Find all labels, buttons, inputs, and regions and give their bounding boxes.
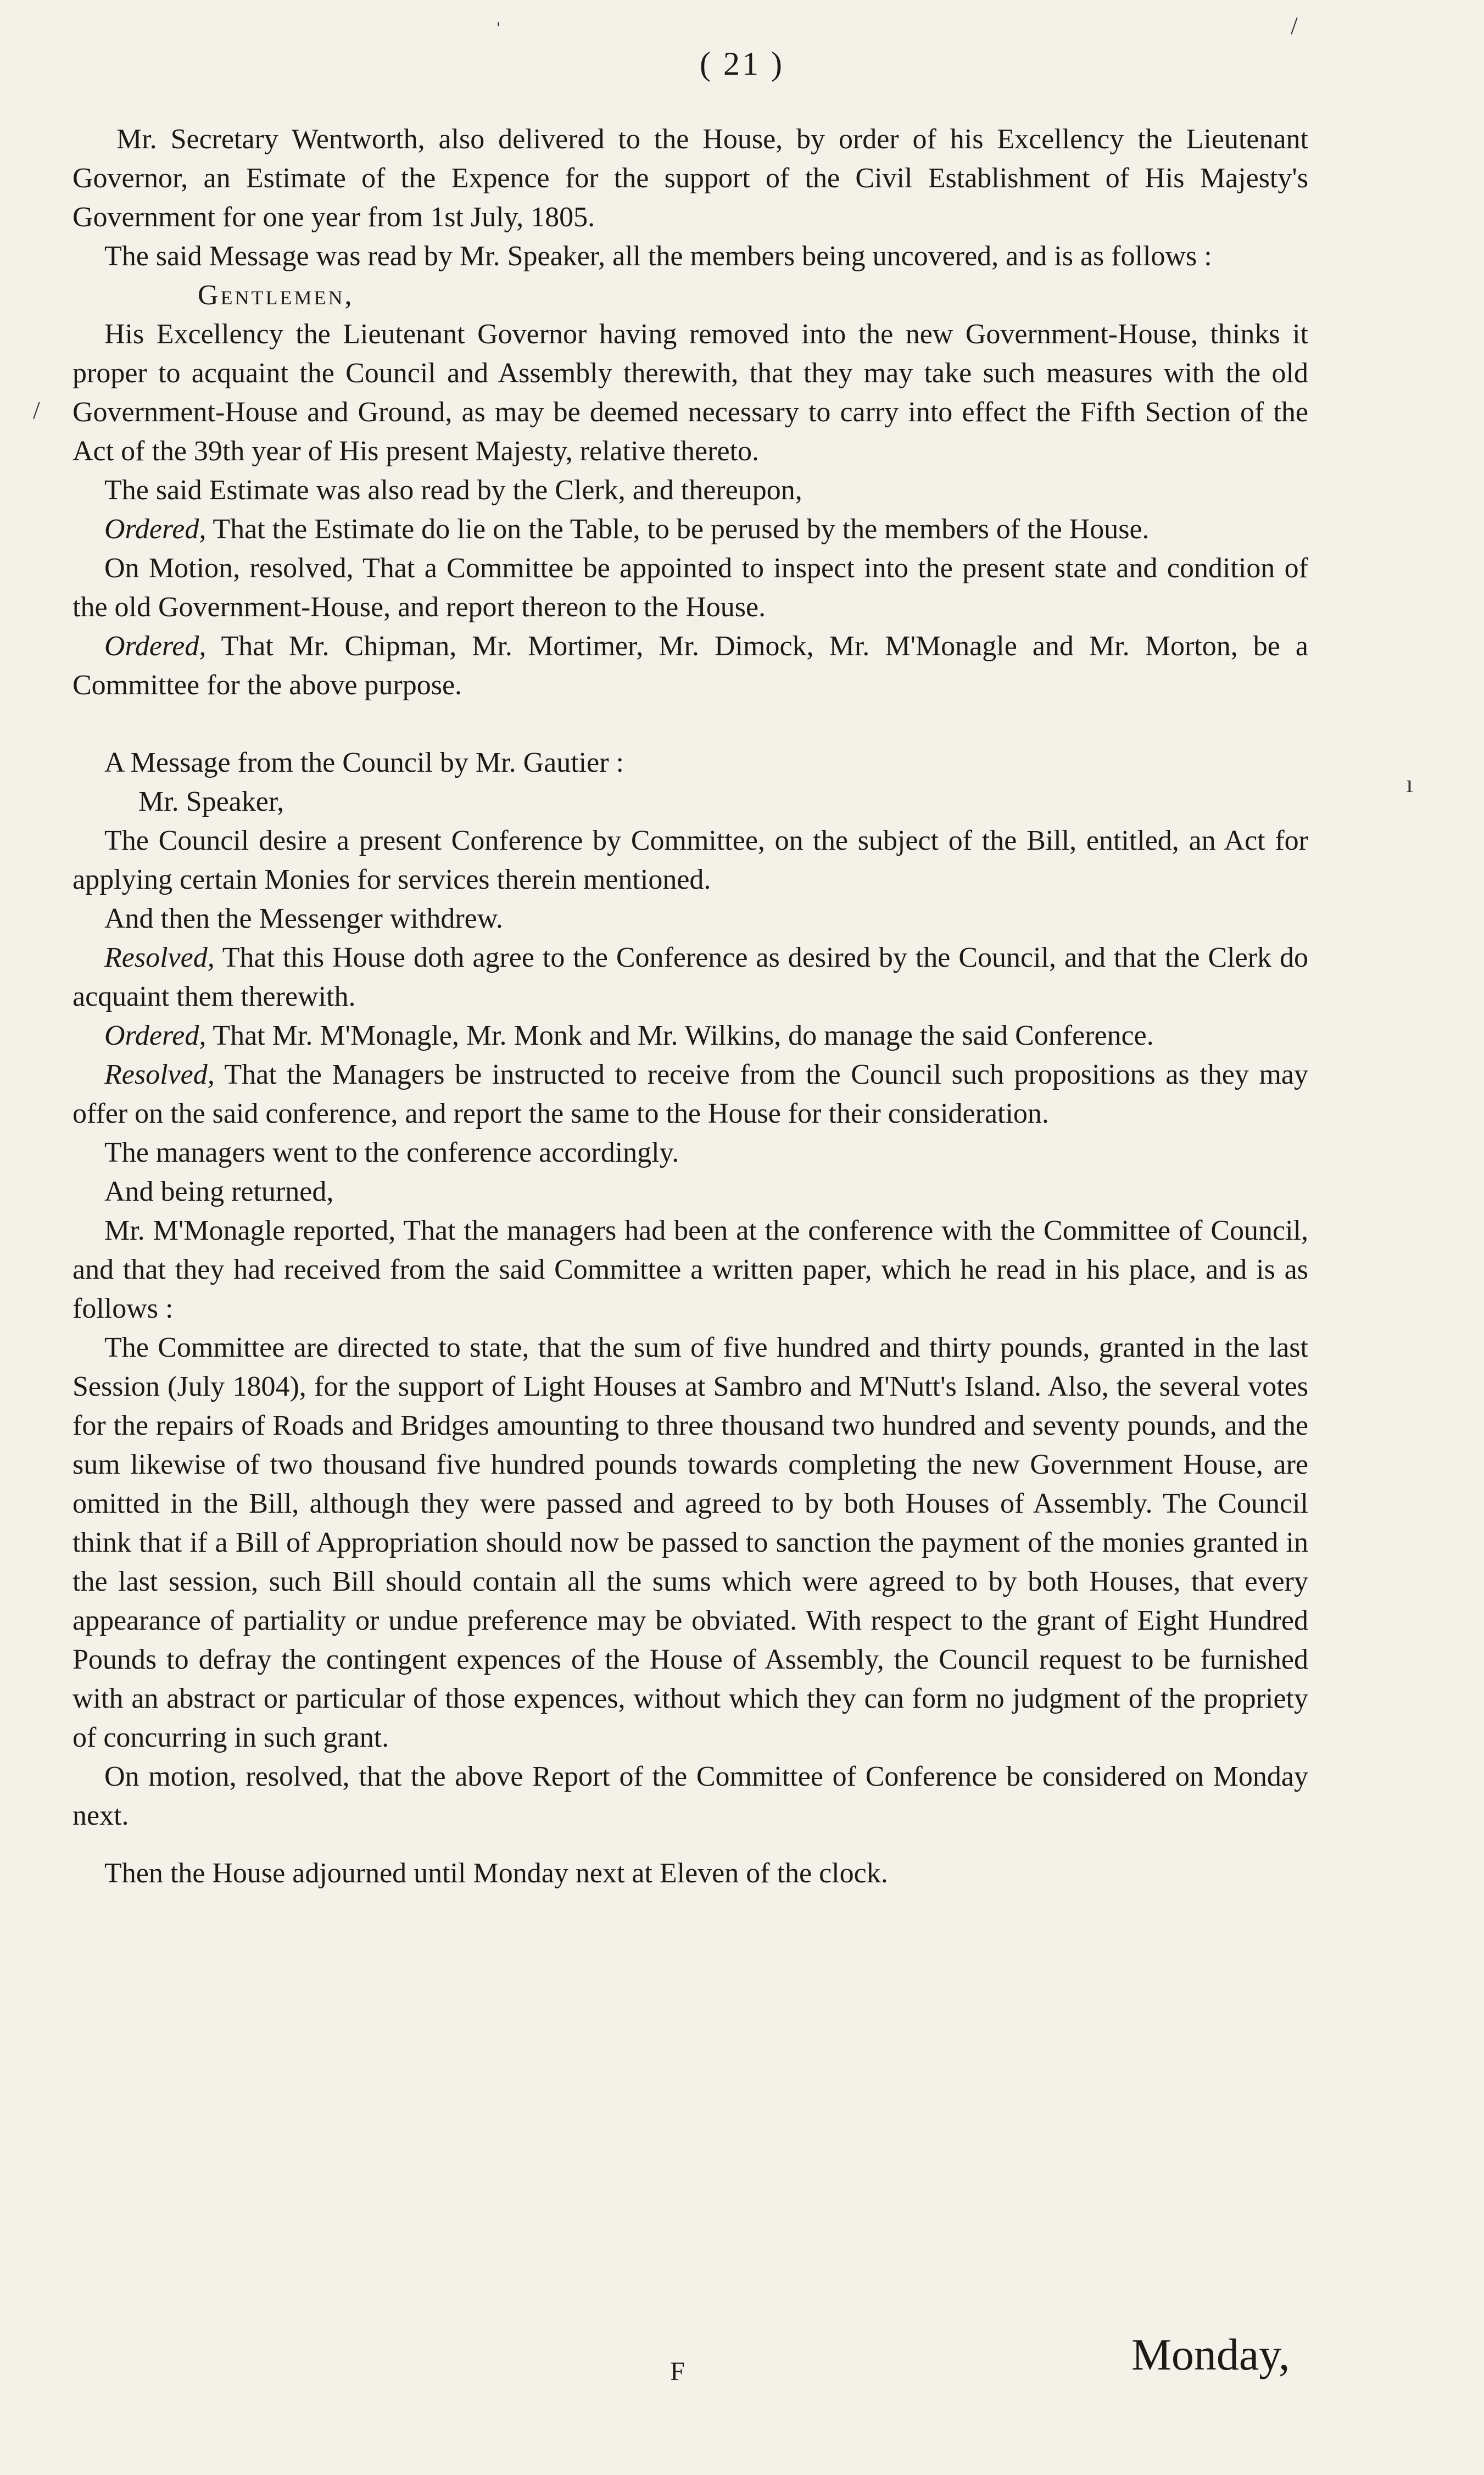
margin-mark: ˈ [494, 17, 503, 45]
paragraph: Resolved, That this House doth agree to the Conference as desired by the Council, and that the Clerk do acquaint them therewith. [72, 942, 1308, 1012]
paragraph: On motion, resolved, that the above Report of the Committee of Conference be considered on Monday next. [72, 1761, 1308, 1831]
paragraph: The managers went to the conference accordingly. [104, 1137, 679, 1168]
paragraph: The said Message was read by Mr. Speaker, all the members being uncovered, and is as follows : [104, 241, 1212, 272]
paragraph: Mr. Secretary Wentworth, also delivered to the House, by order of his Excellency the Lieutenant Governor, an Estimate of the Expence for the support of the Civil Establishment of His Majesty's Government for one year from 1st July, 1805. [72, 124, 1308, 233]
signature-mark: F [670, 2357, 686, 2386]
paragraph: Mr. M'Monagle reported, That the managers had been at the conference with the Committee of Council, and that they had received from the said Committee a written paper, which he read in his place, and is as follows : [72, 1215, 1308, 1324]
paragraph: The Committee are directed to state, that the sum of five hundred and thirty pounds, granted in the last Session (July 1804), for the support of Light Houses at Sambro and M'Nutt's Island. Also, the several votes for the repairs of Roads and Bridges amounting to three thousand two hundred and seventy pounds, and the sum likewise of two thousand five hundred pounds towards completing the new Government House, are omitted in the Bill, although they were passed and agreed to by both Houses of Assembly. The Council think that if a Bill of Appropriation should now be passed to sanction the payment of the monies granted in the last session, such Bill should contain all the sums which were agreed to by both Houses, that every appearance of partiality or undue preference may be obviated. With respect to the grant of Eight Hundred Pounds to defray the contingent expences of the House of Assembly, the Council request to be furnished with an abstract or particular of those expences, without which they can form no judgment of the propriety of concurring in such grant. [72, 1332, 1308, 1753]
paragraph: And being returned, [104, 1176, 334, 1207]
paragraph: The said Estimate was also read by the Clerk, and thereupon, [104, 475, 802, 506]
paragraph: And then the Messenger withdrew. [104, 903, 503, 934]
paragraph: Ordered, That Mr. Chipman, Mr. Mortimer, Mr. Dimock, Mr. M'Monagle and Mr. Morton, be a Committee for the above purpose. [72, 631, 1308, 701]
paragraph: A Message from the Council by Mr. Gautier : [104, 747, 624, 778]
paragraph: On Motion, resolved, That a Committee be appointed to inspect into the present state and condition of the old Government-House, and report thereon to the House. [72, 553, 1308, 623]
paragraph: Then the House adjourned until Monday next at Eleven of the clock. [104, 1858, 888, 1889]
page-number: ( 21 ) [700, 46, 784, 82]
paragraph: Resolved, That the Managers be instructed to receive from the Council such propositions as they may offer on the said conference, and report the same to the House for their consideration. [72, 1059, 1308, 1129]
margin-mark: / [1291, 12, 1298, 40]
paragraph: Ordered, That Mr. M'Monagle, Mr. Monk and Mr. Wilkins, do manage the said Conference. [104, 1020, 1154, 1051]
paragraph: The Council desire a present Conference by Committee, on the subject of the Bill, entitled, an Act for applying certain Monies for services therein mentioned. [72, 825, 1308, 895]
margin-mark: ı [1406, 770, 1413, 798]
salutation-gentlemen: Gentlemen, [198, 280, 354, 311]
paragraph: His Excellency the Lieutenant Governor having removed into the new Government-House, thinks it proper to acquaint the Council and Assembly therewith, that they may take such measures with the old Government-House and Ground, as may be deemed necessary to carry into effect the Fifth Section of the Act of the 39th year of His present Majesty, relative thereto. [72, 319, 1308, 467]
catchword: Monday, [1131, 2329, 1290, 2379]
salutation-speaker: Mr. Speaker, [138, 786, 284, 817]
margin-mark: / [33, 396, 40, 424]
paragraph: Ordered, That the Estimate do lie on the Table, to be perused by the members of the House. [104, 514, 1150, 545]
journal-body [72, 120, 1308, 1893]
